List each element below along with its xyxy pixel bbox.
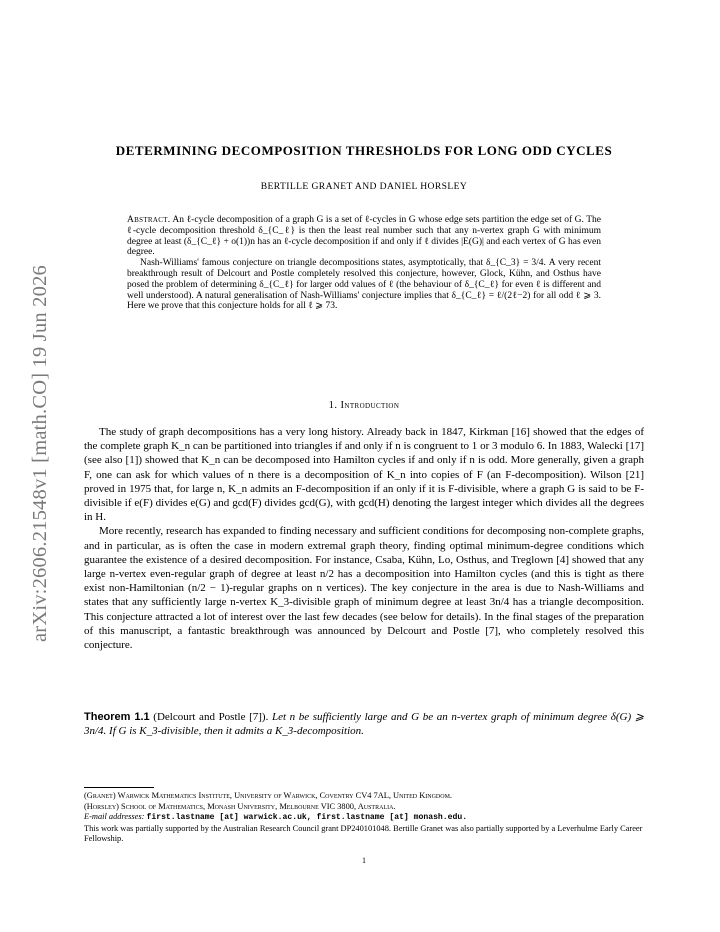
email-addresses: first.lastname [at] warwick.ac.uk, first.lastname [at] monash.edu.: [146, 813, 468, 823]
page-number: 1: [362, 856, 366, 865]
arxiv-margin-stamp: [22, 253, 58, 653]
theorem-label: Theorem 1.1: [84, 711, 150, 723]
section-number: 1.: [328, 400, 338, 411]
footnote-divider: [84, 787, 154, 788]
abstract-paragraph-1: [127, 215, 601, 258]
body-paragraph-2: More recently, research has expanded to finding necessary and sufficient conditions for decomposing non-complete graphs, and in particular, as is often the case in modern extremal graph theory, finding optimal minimum-degree conditions which guarantee the existence of a desired decomposition. For instance, Csaba, Kühn, Lo, Osthus, and Treglown [4] showed that any large n-vertex even-regular graph of degree at least n/2 has a decomposition into Hamilton cycles (and this is tight as there exist non-Hamiltonian (n/2 − 1)-regular graphs on n vertices). The key conjecture in the area is due to Nash-Williams and states that any sufficiently large n-vertex K_3-divisible graph of minimum degree at least 3n/4 has a triangle decomposition. This conjecture attracted a lot of interest over the last few decades (see below for details). In the final stages of the preparation of this manuscript, a fantastic breakthrough was announced by Delcourt and Postle [7], who completely resolved this conjecture.: [84, 525, 644, 652]
affiliation-horsley: (Horsley) School of Mathematics, Monash University, Melbourne VIC 3800, Australia.: [84, 801, 396, 811]
abstract: [127, 215, 601, 312]
section-heading: [84, 400, 644, 411]
arxiv-identifier: arXiv:2606.21548v1 [math.CO] 19 Jun 2026: [28, 264, 51, 642]
section-title: Introduction: [340, 400, 400, 411]
footnotes: [84, 791, 654, 845]
body-paragraph-1: The study of graph decompositions has a very long history. Already back in 1847, Kirkman [16] showed that the edges of the complete graph K_n can be partitioned into triangles if and only if n is congruent to 1 or 3 modulo 6. In 1883, Walecki [17] (see also [1]) showed that K_n can be decomposed into Hamilton cycles if and only if n is odd. More generally, given a graph F, one can ask for which values of n there is a decomposition of K_n into copies of F (an F-decomposition). Wilson [21] proved in 1975 that, for large n, K_n admits an F-decomposition if an only if it is F-divisible, where a graph G is said to be F-divisible if e(F) divides e(G) and gcd(F) divides gcd(G), with gcd(H) denoting the largest integer which divides all the degrees in H.: [84, 426, 644, 524]
email-label: E-mail addresses:: [84, 812, 145, 822]
paper-title: DETERMINING DECOMPOSITION THRESHOLDS FOR LONG ODD CYCLES: [115, 143, 613, 158]
funding-note: This work was partially supported by the Australian Research Council grant DP240101048. Bertille Granet was also partially supported by a Leverhulme Early Career Fellowship.: [84, 823, 643, 844]
introduction-body: [84, 425, 644, 652]
abstract-text-1: An ℓ-cycle decomposition of a graph G is a set of ℓ-cycles in G whose edge sets partition the edge set of G. The ℓ-cycle decomposition threshold δ_{C_ℓ} is then the least real number such that any n-vertex graph G with minimum degree at least (δ_{C_ℓ} + o(1))n has an ℓ-cycle decomposition if and only if ℓ divides |E(G)| and each vertex of G has even degree.: [127, 215, 601, 258]
affiliation-granet: (Granet) Warwick Mathematics Institute, University of Warwick, Coventry CV4 7AL, United Kingdom.: [84, 791, 452, 800]
theorem-attribution: (Delcourt and Postle [7]).: [153, 711, 269, 723]
abstract-paragraph-2: Nash-Williams' famous conjecture on triangle decompositions states, asymptotically, that δ_{C_3} = 3/4. A very recent breakthrough result of Delcourt and Postle completely resolved this conjecture, however, Glock, Kühn, and Osthus have posed the problem of determining δ_{C_ℓ} for larger odd values of ℓ (the behaviour of δ_{C_ℓ} for even ℓ is different and well understood). A natural generalisation of Nash-Williams' conjecture implies that δ_{C_ℓ} = ℓ/(2ℓ−2) for all odd ℓ ⩾ 3. Here we prove that this conjecture holds for all ℓ ⩾ 73.: [127, 258, 601, 312]
theorem-block: [84, 710, 644, 738]
email-line: [84, 812, 654, 824]
theorem-statement: Let n be sufficiently large and G be an n-vertex graph of minimum degree δ(G) ⩾ 3n/4. If G is K_3-divisible, then it admits a K_3-decomposition.: [84, 711, 644, 738]
abstract-heading: Abstract.: [127, 215, 171, 225]
paper-authors: BERTILLE GRANET AND DANIEL HORSLEY: [260, 181, 468, 192]
